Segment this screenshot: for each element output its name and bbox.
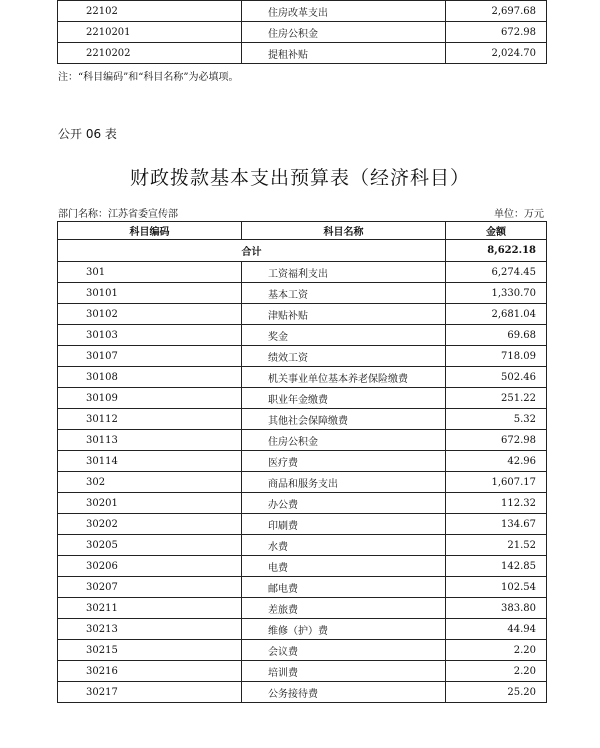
row-code: 30114 bbox=[58, 451, 242, 472]
row-amount: 251.22 bbox=[446, 388, 547, 409]
row-amount: 2.20 bbox=[446, 640, 547, 661]
row-code: 30213 bbox=[58, 619, 242, 640]
row-code: 30217 bbox=[58, 682, 242, 703]
total-row bbox=[58, 240, 547, 262]
row-name: 绩效工资 bbox=[242, 346, 446, 367]
table-row bbox=[58, 430, 547, 451]
row-code: 30216 bbox=[58, 661, 242, 682]
row-code: 30103 bbox=[58, 325, 242, 346]
row-amount: 2,024.70 bbox=[446, 43, 547, 64]
table-row bbox=[58, 22, 547, 43]
row-name: 公务接待费 bbox=[242, 682, 446, 703]
table-row bbox=[58, 619, 547, 640]
table-row bbox=[58, 346, 547, 367]
row-name: 差旅费 bbox=[242, 598, 446, 619]
table-row bbox=[58, 535, 547, 556]
row-code: 30101 bbox=[58, 283, 242, 304]
table-row bbox=[58, 556, 547, 577]
row-code: 30201 bbox=[58, 493, 242, 514]
row-code: 22102 bbox=[58, 1, 242, 22]
row-amount: 383.80 bbox=[446, 598, 547, 619]
total-label: 合计 bbox=[58, 240, 446, 262]
row-name: 办公费 bbox=[242, 493, 446, 514]
row-code: 30109 bbox=[58, 388, 242, 409]
row-code: 301 bbox=[58, 262, 242, 283]
table-row bbox=[58, 598, 547, 619]
table-row bbox=[58, 640, 547, 661]
row-code: 30108 bbox=[58, 367, 242, 388]
previous-table-body bbox=[58, 1, 547, 64]
budget-table-body bbox=[58, 222, 547, 703]
header-name: 科目名称 bbox=[242, 222, 446, 240]
table-row bbox=[58, 451, 547, 472]
row-amount: 102.54 bbox=[446, 577, 547, 598]
row-name: 津贴补贴 bbox=[242, 304, 446, 325]
table-note: 注：“科目编码”和“科目名称”为必填项。 bbox=[58, 72, 239, 83]
table-row bbox=[58, 304, 547, 325]
row-amount: 1,330.70 bbox=[446, 283, 547, 304]
row-name: 印刷费 bbox=[242, 514, 446, 535]
row-code: 30202 bbox=[58, 514, 242, 535]
header-code: 科目编码 bbox=[58, 222, 242, 240]
row-code: 30102 bbox=[58, 304, 242, 325]
table-header-row bbox=[58, 222, 547, 240]
row-name: 住房改革支出 bbox=[242, 1, 446, 22]
row-amount: 134.67 bbox=[446, 514, 547, 535]
table-row bbox=[58, 262, 547, 283]
row-name: 奖金 bbox=[242, 325, 446, 346]
unit-label: 单位：万元 bbox=[494, 209, 544, 220]
sheet-label: 公开 06 表 bbox=[58, 127, 117, 141]
table-row bbox=[58, 577, 547, 598]
row-name: 住房公积金 bbox=[242, 430, 446, 451]
table-row bbox=[58, 43, 547, 64]
table-row bbox=[58, 409, 547, 430]
row-code: 30205 bbox=[58, 535, 242, 556]
row-amount: 69.68 bbox=[446, 325, 547, 346]
row-name: 邮电费 bbox=[242, 577, 446, 598]
row-amount: 672.98 bbox=[446, 430, 547, 451]
row-name: 会议费 bbox=[242, 640, 446, 661]
previous-table-fragment bbox=[57, 0, 547, 64]
row-amount: 142.85 bbox=[446, 556, 547, 577]
row-name: 商品和服务支出 bbox=[242, 472, 446, 493]
row-code: 2210201 bbox=[58, 22, 242, 43]
table-row bbox=[58, 388, 547, 409]
table-row bbox=[58, 472, 547, 493]
row-amount: 44.94 bbox=[446, 619, 547, 640]
row-code: 2210202 bbox=[58, 43, 242, 64]
row-name: 培训费 bbox=[242, 661, 446, 682]
row-name: 提租补贴 bbox=[242, 43, 446, 64]
table-row bbox=[58, 661, 547, 682]
row-code: 30112 bbox=[58, 409, 242, 430]
total-amount: 8,622.18 bbox=[446, 240, 547, 262]
row-code: 30211 bbox=[58, 598, 242, 619]
row-name: 水费 bbox=[242, 535, 446, 556]
row-amount: 502.46 bbox=[446, 367, 547, 388]
row-name: 医疗费 bbox=[242, 451, 446, 472]
row-code: 30107 bbox=[58, 346, 242, 367]
row-name: 机关事业单位基本养老保险缴费 bbox=[242, 367, 446, 388]
row-name: 电费 bbox=[242, 556, 446, 577]
row-code: 30207 bbox=[58, 577, 242, 598]
row-name: 基本工资 bbox=[242, 283, 446, 304]
row-amount: 718.09 bbox=[446, 346, 547, 367]
table-row bbox=[58, 682, 547, 703]
row-code: 30215 bbox=[58, 640, 242, 661]
row-amount: 21.52 bbox=[446, 535, 547, 556]
table-row bbox=[58, 514, 547, 535]
row-code: 30206 bbox=[58, 556, 242, 577]
row-amount: 2.20 bbox=[446, 661, 547, 682]
table-row bbox=[58, 367, 547, 388]
row-amount: 1,607.17 bbox=[446, 472, 547, 493]
table-row bbox=[58, 1, 547, 22]
row-code: 302 bbox=[58, 472, 242, 493]
table-row bbox=[58, 325, 547, 346]
row-name: 住房公积金 bbox=[242, 22, 446, 43]
row-amount: 25.20 bbox=[446, 682, 547, 703]
table-row bbox=[58, 493, 547, 514]
table-row bbox=[58, 283, 547, 304]
header-amount: 金额 bbox=[446, 222, 547, 240]
row-name: 维修（护）费 bbox=[242, 619, 446, 640]
row-amount: 6,274.45 bbox=[446, 262, 547, 283]
row-name: 工资福利支出 bbox=[242, 262, 446, 283]
row-amount: 112.32 bbox=[446, 493, 547, 514]
row-name: 职业年金缴费 bbox=[242, 388, 446, 409]
row-amount: 5.32 bbox=[446, 409, 547, 430]
row-amount: 42.96 bbox=[446, 451, 547, 472]
row-amount: 2,681.04 bbox=[446, 304, 547, 325]
row-name: 其他社会保障缴费 bbox=[242, 409, 446, 430]
row-amount: 672.98 bbox=[446, 22, 547, 43]
page-title: 财政拨款基本支出预算表（经济科目） bbox=[129, 167, 470, 189]
department-name: 部门名称：江苏省委宣传部 bbox=[58, 209, 178, 220]
row-code: 30113 bbox=[58, 430, 242, 451]
budget-table bbox=[57, 221, 547, 703]
row-amount: 2,697.68 bbox=[446, 1, 547, 22]
